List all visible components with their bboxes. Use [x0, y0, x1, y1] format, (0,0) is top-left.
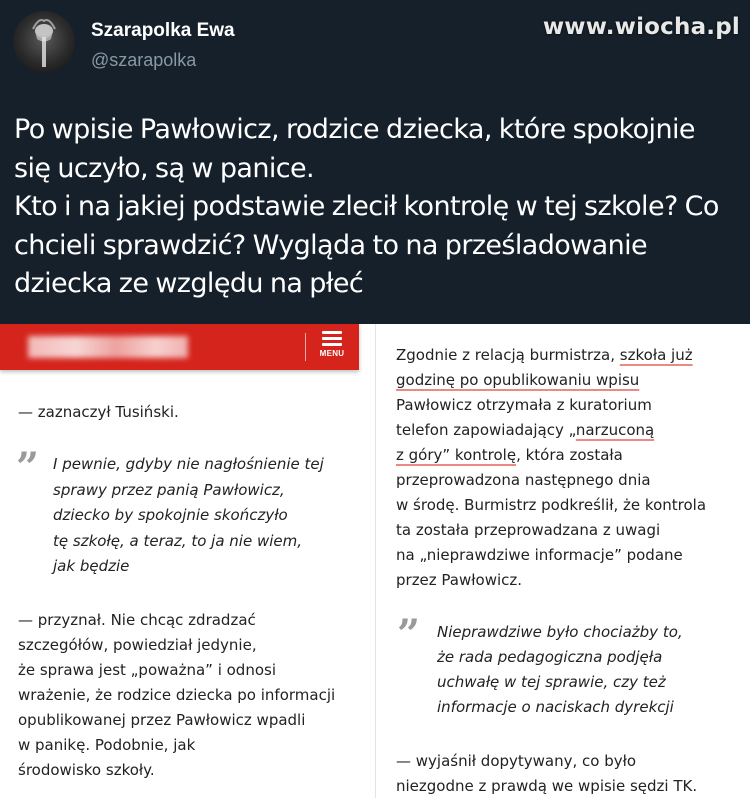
quote-line: dziecko by spokojnie skończyło: [53, 506, 288, 524]
article-line: Pawłowicz otrzymała z kuratorium: [396, 396, 652, 414]
highlighted-text: narzuconą: [575, 421, 655, 439]
highlighted-text: godzinę po opublikowaniu wpisu: [396, 371, 640, 389]
article-line: na „nieprawdziwe informacje” podane: [396, 546, 683, 564]
quote-line: jak będzie: [53, 557, 130, 575]
quote-icon: ”: [397, 611, 418, 658]
article-line: ta została przeprowadzana z uwagi: [396, 521, 661, 539]
article-line: telefon zapowiadający „narzuconą: [396, 421, 655, 439]
article-line: wrażenie, że rodzice dziecka po informacji: [18, 686, 336, 704]
right-article-screenshot: [375, 324, 750, 798]
quote-line: Nieprawdziwe było chociażby to,: [437, 623, 683, 641]
article-line: niezgodne z prawdą we wpisie sędzi TK.: [396, 777, 698, 795]
article-line: Zgodnie z relacją burmistrza, szkoła już: [396, 346, 693, 364]
highlighted-text: z góry” kontrolę: [396, 446, 517, 464]
article-line: środowisko szkoły.: [18, 761, 155, 779]
author-name[interactable]: Szarapolka Ewa: [91, 20, 235, 41]
quote-line: że rada pedagogiczna podjęła: [437, 648, 663, 666]
article-line: w środę. Burmistrz podkreślił, że kontrola: [396, 496, 707, 514]
blurred-site-logo[interactable]: [28, 336, 188, 358]
article-line: — przyznał. Nie chcąc zdradzać: [18, 611, 256, 629]
watermark: www.wiocha.pl: [542, 14, 740, 40]
quote-line: informacje o naciskach dyrekcji: [437, 698, 674, 716]
highlighted-text: szkoła już: [619, 346, 693, 364]
tweet-text-line: Kto i na jakiej podstawie zlecił kontrolę w tej szkole? Co: [14, 191, 719, 222]
tweet-text-line: się uczyło, są w panice.: [14, 152, 315, 184]
quote-line: sprawy przez panią Pawłowicz,: [53, 481, 285, 499]
site-header: [0, 324, 359, 370]
article-line: przeprowadzona następnego dnia: [396, 471, 651, 489]
article-paragraph: — zaznaczył Tusiński.: [18, 403, 179, 421]
article-line: opublikowanej przez Pawłowicz wpadli: [18, 711, 306, 729]
tweet-text-line: Po wpisie Pawłowicz, rodzice dziecka, które spokojnie: [14, 114, 695, 145]
author-handle[interactable]: @szarapolka: [91, 50, 197, 70]
article-line: szczegółów, powiedział jedynie,: [18, 636, 257, 654]
panel-divider: [375, 324, 376, 798]
article-line: [396, 368, 639, 393]
quote-line: tę szkołę, a teraz, to ja nie wiem,: [53, 532, 303, 550]
header-divider: [305, 333, 306, 361]
article-line: w panikę. Podobnie, jak: [18, 736, 196, 754]
tweet-text-line: chcieli sprawdzić? Wygląda to na prześladowanie: [14, 229, 648, 261]
article-line: przez Pawłowicz.: [396, 571, 523, 589]
article-line: — wyjaśnił dopytywany, co było: [396, 752, 637, 770]
tweet-card: [0, 0, 750, 324]
avatar-figure-icon: [13, 11, 75, 73]
avatar[interactable]: [13, 11, 75, 73]
article-line: że sprawa jest „poważna” i odnosi: [18, 661, 276, 679]
quote-line: uchwałę w tej sprawie, czy też: [437, 673, 666, 691]
tweet-text: [14, 111, 739, 304]
article-line: z góry” kontrolę, która została: [396, 446, 623, 464]
quote-line: I pewnie, gdyby nie nagłośnienie tej: [53, 455, 324, 473]
menu-label: MENU: [319, 349, 345, 358]
hamburger-icon: [322, 331, 342, 346]
left-article-screenshot: [0, 324, 375, 798]
quote-icon: ”: [16, 444, 37, 491]
menu-button[interactable]: [312, 328, 352, 366]
tweet-text-line: dziecka ze względu na płeć: [14, 268, 364, 299]
